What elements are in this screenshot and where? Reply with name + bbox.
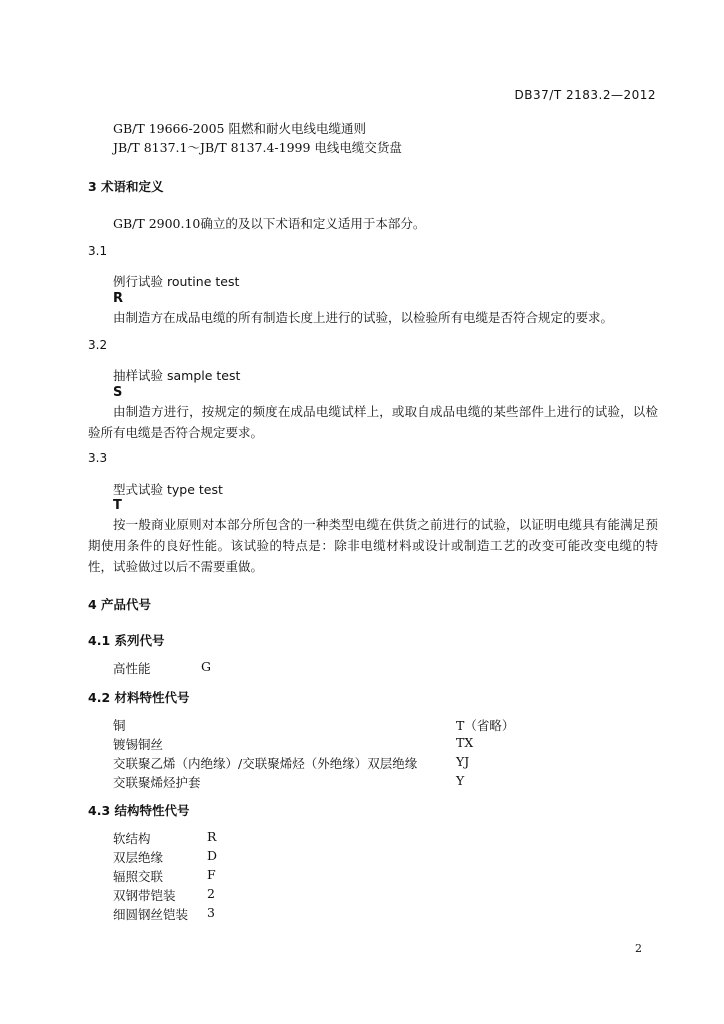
code-row-name: 高性能 bbox=[113, 661, 151, 676]
code-row-name: 双层绝缘 bbox=[113, 850, 164, 865]
term-name: 例行试验 routine test bbox=[113, 274, 240, 289]
subsection-heading: 4.1 系列代号 bbox=[88, 633, 165, 648]
code-row-code: YJ bbox=[456, 754, 470, 769]
code-row-code: 2 bbox=[207, 886, 215, 901]
code-row-name: 交联聚乙烯（内绝缘）/交联聚烯烃（外绝缘）双层绝缘 bbox=[113, 756, 418, 771]
document-code: DB37/T 2183.2—2012 bbox=[514, 88, 656, 102]
code-row-name: 双钢带铠装 bbox=[113, 888, 176, 903]
reference-line: GB/T 19666-2005 阻燃和耐火电线电缆通则 bbox=[113, 121, 366, 136]
code-row-code: R bbox=[207, 829, 217, 844]
term-abbreviation: T bbox=[113, 498, 122, 513]
code-row-code: Y bbox=[456, 773, 465, 788]
term-abbreviation: R bbox=[113, 291, 124, 306]
subsection-heading: 4.3 结构特性代号 bbox=[88, 803, 190, 818]
code-row-code: D bbox=[207, 848, 218, 863]
term-definition: 由制造方在成品电缆的所有制造长度上进行的试验，以检验所有电缆是否符合规定的要求。 bbox=[113, 310, 614, 325]
code-row-name: 辐照交联 bbox=[113, 869, 164, 884]
term-name: 型式试验 type test bbox=[113, 482, 223, 497]
term-number: 3.1 bbox=[88, 244, 108, 258]
section-heading: 4 产品代号 bbox=[88, 597, 152, 612]
page-number: 2 bbox=[635, 942, 642, 955]
code-row-name: 细圆钢丝铠装 bbox=[113, 907, 189, 922]
code-row-name: 铜 bbox=[113, 718, 126, 733]
section-heading: 3 术语和定义 bbox=[88, 179, 164, 194]
term-definition: 由制造方进行，按规定的频度在成品电缆试样上，或取自成品电缆的某些部件上进行的试验，以检验所有电缆是否符合规定要求。 bbox=[88, 404, 658, 440]
section-intro: GB/T 2900.10确立的及以下术语和定义适用于本部分。 bbox=[113, 216, 426, 231]
code-row-code: T（省略） bbox=[456, 718, 515, 733]
code-row-code: 3 bbox=[207, 905, 215, 920]
term-number: 3.3 bbox=[88, 451, 108, 465]
code-row-code: TX bbox=[456, 735, 474, 750]
term-definition: 按一般商业原则对本部分所包含的一种类型电缆在供货之前进行的试验，以证明电缆具有能满足预期使用条件的良好性能。该试验的特点是：除非电缆材料或设计或制造工艺的改变可能改变电缆的特性，试验做过以后不需要重做。 bbox=[88, 517, 658, 574]
code-row-name: 镀锡铜丝 bbox=[113, 737, 164, 752]
term-abbreviation: S bbox=[113, 385, 123, 400]
subsection-heading: 4.2 材料特性代号 bbox=[88, 690, 190, 705]
term-number: 3.2 bbox=[88, 338, 108, 352]
code-row-name: 交联聚烯烃护套 bbox=[113, 775, 201, 790]
reference-line: JB/T 8137.1～JB/T 8137.4-1999 电线电缆交货盘 bbox=[113, 140, 402, 155]
code-row-code: F bbox=[207, 867, 216, 882]
term-name: 抽样试验 sample test bbox=[113, 368, 241, 383]
code-row-name: 软结构 bbox=[113, 831, 151, 846]
code-row-code: G bbox=[201, 659, 211, 674]
